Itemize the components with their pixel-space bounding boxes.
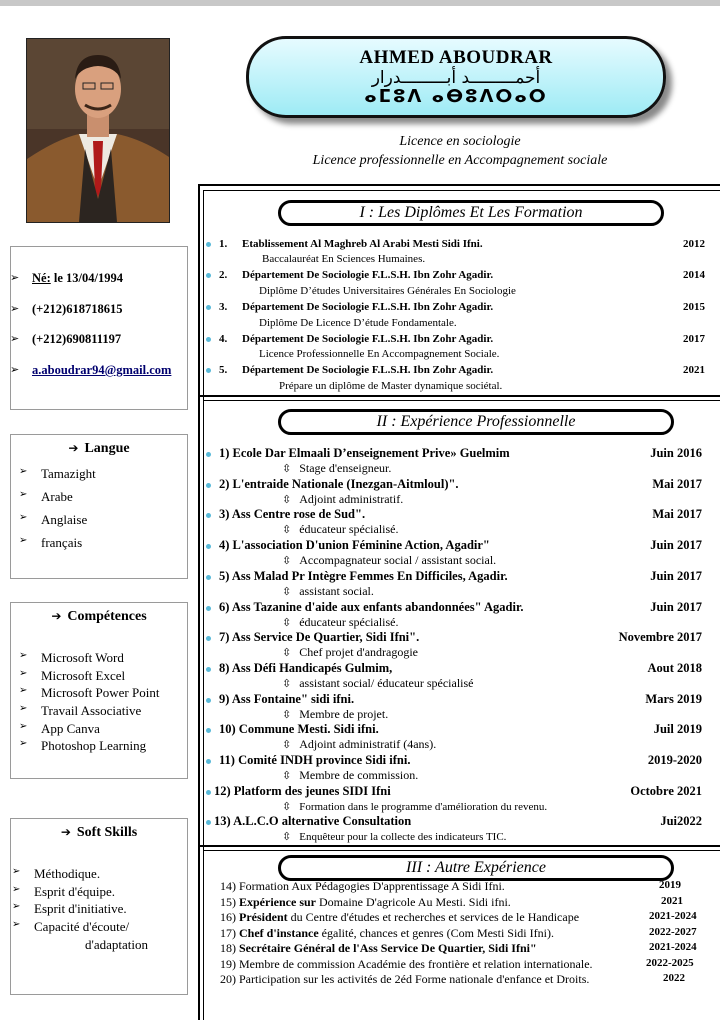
bullet-arrow-icon: ➢ [10, 302, 20, 315]
experience-role: ⇳ Membre de projet. [282, 706, 389, 721]
experience-date: Juil 2019 [653, 722, 702, 737]
experience-title: 4) L'association D'union Féminine Action, Agadir" [219, 538, 490, 553]
experience-title: 6) Ass Tazanine d'aide aux enfants abandonnées" Agadir. [219, 599, 524, 614]
divider [198, 184, 720, 186]
other-experience-item: 14) Formation Aux Pédagogies D'apprentissage A Sidi Ifni. [220, 879, 505, 893]
bullet-dot-icon [206, 368, 211, 373]
bullet-arrow-icon: ➢ [19, 668, 28, 679]
role-arrow-icon: ⇳ [282, 615, 292, 629]
role-arrow-icon: ⇳ [282, 830, 292, 844]
experience-role: ⇳ Accompagnateur social / assistant social. [282, 553, 497, 568]
frame-line [203, 190, 204, 1020]
experience-date: Juin 2017 [650, 568, 702, 583]
experience-title: 8) Ass Défi Handicapés Gulmim, [219, 660, 393, 675]
experience-date: Juin 2017 [650, 599, 702, 614]
other-experience-year: 2021 [661, 894, 683, 907]
experience-title: 11) Comité INDH province Sidi ifni. [219, 753, 411, 767]
experience-role: ⇳ Adjoint administratif (4ans). [282, 737, 437, 752]
degrees-summary [210, 132, 710, 170]
bullet-dot-icon [206, 636, 211, 641]
experience-title: 3) Ass Centre rose de Sud". [219, 507, 366, 522]
bullet-arrow-icon: ➢ [12, 919, 21, 930]
soft-skills-title: ➔ Soft Skills [60, 825, 138, 840]
bullet-arrow-icon: ➢ [19, 650, 28, 661]
bullet-dot-icon [206, 452, 211, 457]
frame-line [198, 184, 200, 1020]
bullet-dot-icon [206, 544, 211, 549]
competences-box: ➔ Compétences ➢ Microsoft Word ➢ Microsoft Excel ➢ Microsoft Power Point ➢ Travail Associative ➢ App Canva ➢ Photoshop Learning [10, 602, 188, 779]
soft-skill-continuation: d'adaptation [85, 937, 148, 952]
experience-title: 5) Ass Malad Pr Intègre Femmes En Difficiles, Agadir. [219, 568, 508, 583]
other-experience-year: 2021-2024 [649, 941, 697, 953]
other-experience-year: 2022-2027 [649, 925, 697, 938]
degree-2: Licence professionnelle en Accompagnement sociale [312, 153, 608, 168]
name-banner [246, 36, 666, 118]
experience-title: 1) Ecole Dar Elmaali D’enseignement Prive» Guelmim [219, 446, 510, 460]
profile-photo [26, 38, 170, 223]
experience-date: Juin 2016 [650, 446, 702, 460]
role-arrow-icon: ⇳ [282, 799, 292, 813]
experience-date: Mai 2017 [652, 507, 702, 522]
bullet-dot-icon [206, 606, 211, 611]
name-latin: AHMED ABOUDRAR [359, 47, 553, 68]
bullet-arrow-icon: ➢ [19, 489, 28, 500]
experience-title: 9) Ass Fontaine" sidi ifni. [219, 691, 355, 706]
experience-role: ⇳ assistant social/ éducateur spécialisé [282, 675, 474, 690]
experience-title: 12) Platform des jeunes SIDI Ifni [214, 783, 391, 798]
other-experience-year: 2022-2025 [646, 956, 694, 969]
langue-title: ➔ Langue [68, 441, 130, 456]
experience-title: 10) Commune Mesti. Sidi ifni. [219, 722, 379, 737]
experience-title: 13) A.L.C.O alternative Consultation [214, 814, 412, 829]
experience-date: Octobre 2021 [630, 783, 702, 798]
bullet-dot-icon [206, 483, 211, 488]
bullet-arrow-icon: ➢ [10, 363, 20, 376]
divider [203, 190, 720, 191]
other-experience-item: 18) Secrétaire Général de l'Ass Service De Quartier, Sidi Ifni" [220, 941, 537, 955]
other-experience-item: 15) Expérience sur Domaine D'agricole Au Mesti. Sidi ifni. [220, 894, 511, 909]
competences-title: ➔ Compétences [51, 609, 147, 624]
experience-title: 2) L'entraide Nationale (Inezgan-Aitmloul)". [219, 476, 459, 491]
bullet-dot-icon [206, 242, 211, 247]
role-arrow-icon: ⇳ [282, 584, 292, 598]
bullet-dot-icon [206, 790, 211, 795]
bullet-arrow-icon: ➢ [19, 721, 28, 732]
bullet-arrow-icon: ➢ [10, 271, 20, 284]
bullet-arrow-icon: ➢ [12, 901, 21, 912]
bullet-arrow-icon: ➢ [10, 332, 20, 345]
bullet-dot-icon [206, 273, 211, 278]
name-arabic: أحمـــــــــد أبـــــــــدرار [371, 68, 541, 88]
role-arrow-icon: ⇳ [282, 462, 292, 475]
top-border [0, 0, 720, 6]
other-experience-year: 2019 [659, 879, 681, 891]
role-arrow-icon: ⇳ [282, 646, 292, 660]
langue-box: ➔ Langue ➢ Tamazight ➢ Arabe ➢ Anglaise ➢ français [10, 434, 188, 579]
experience-date: 2019-2020 [647, 753, 702, 767]
bullet-arrow-icon: ➢ [19, 703, 28, 714]
experience-date: Mars 2019 [645, 691, 702, 706]
right-arrow-icon: ➔ [51, 609, 62, 623]
divider [203, 850, 720, 851]
bullet-dot-icon [206, 305, 211, 310]
contact-box [10, 246, 188, 410]
birth-label: Né: [32, 271, 51, 285]
name-tifinagh: ⴰⵎⵓⴷ ⴰⴱⵓⴷⵔⴰⵔ [364, 86, 548, 107]
experience-role: ⇳ Adjoint administratif. [282, 491, 404, 506]
bullet-dot-icon [206, 575, 211, 580]
experience-date: Mai 2017 [652, 476, 702, 491]
experience-role: ⇳ Stage d'enseigneur. [282, 461, 392, 475]
divider [198, 395, 720, 397]
other-experience-item: 16) Président du Centre d'études et recherches et services de le Handicape [220, 910, 580, 924]
experience-title: 7) Ass Service De Quartier, Sidi Ifni". [219, 630, 420, 645]
degree-1: Licence en sociologie [399, 134, 521, 149]
bullet-dot-icon [206, 513, 211, 518]
role-arrow-icon: ⇳ [282, 492, 292, 506]
role-arrow-icon: ⇳ [282, 707, 292, 721]
other-experience-item: 20) Participation sur les activités de 2éd Forme nationale d'enfance et Droits. [220, 972, 590, 986]
other-experience-item: 17) Chef d'instance égalité, chances et genres (Com Mesti Sidi Ifni). [220, 925, 554, 940]
experience-role: ⇳ éducateur spécialisé. [282, 522, 399, 537]
role-arrow-icon: ⇳ [282, 769, 292, 782]
email-link[interactable]: a.aboudrar94@gmail.com [32, 363, 172, 377]
experience-role: ⇳ Formation dans le programme d'amélioration du revenu. [282, 799, 548, 813]
experience-date: Juin 2017 [650, 538, 702, 553]
birth-value: le 13/04/1994 [50, 271, 123, 285]
experience-date: Novembre 2017 [618, 630, 702, 645]
bullet-dot-icon [206, 820, 211, 825]
section-title-diplomes: I : Les Diplômes Et Les Formation [278, 200, 664, 226]
experience-role: ⇳ assistant social. [282, 583, 374, 598]
bullet-arrow-icon: ➢ [19, 738, 28, 749]
right-arrow-icon: ➔ [68, 441, 79, 455]
section-title-autre-experience: III : Autre Expérience [278, 855, 674, 881]
soft-skills-box: ➔ Soft Skills ➢ Méthodique. ➢ Esprit d'équipe. ➢ Esprit d'initiative. ➢ Capacité d'écoute/ d'adaptation [10, 818, 188, 995]
bullet-dot-icon [206, 337, 211, 342]
bullet-dot-icon [206, 759, 211, 764]
bullet-arrow-icon: ➢ [19, 685, 28, 696]
experience-role: ⇳ Enquêteur pour la collecte des indicateurs TIC. [282, 830, 507, 844]
experience-role: ⇳ Chef projet d'andragogie [282, 645, 419, 660]
phone-1: (+212)618718615 [32, 302, 123, 316]
right-arrow-icon: ➔ [60, 825, 71, 839]
bullet-dot-icon [206, 667, 211, 672]
role-arrow-icon: ⇳ [282, 676, 292, 690]
experience-date: Jui2022 [660, 814, 702, 829]
experience-role: ⇳ éducateur spécialisé. [282, 614, 399, 629]
other-experience-year: 2022 [663, 972, 685, 984]
experience-date: Aout 2018 [647, 660, 702, 675]
bullet-arrow-icon: ➢ [19, 512, 28, 523]
bullet-arrow-icon: ➢ [12, 866, 21, 877]
role-arrow-icon: ⇳ [282, 554, 292, 568]
other-experience-item: 19) Membre de commission Académie des frontière et relation internationale. [220, 956, 593, 971]
role-arrow-icon: ⇳ [282, 523, 292, 537]
divider [198, 845, 720, 847]
role-arrow-icon: ⇳ [282, 738, 292, 752]
phone-2: (+212)690811197 [32, 332, 122, 346]
bullet-arrow-icon: ➢ [12, 884, 21, 895]
experience-role: ⇳ Membre de commission. [282, 768, 419, 782]
bullet-dot-icon [206, 728, 211, 733]
bullet-arrow-icon: ➢ [19, 535, 28, 546]
bullet-arrow-icon: ➢ [19, 466, 28, 477]
other-experience-year: 2021-2024 [649, 910, 697, 922]
bullet-dot-icon [206, 698, 211, 703]
section-title-experience: II : Expérience Professionnelle [278, 409, 674, 435]
divider [203, 400, 720, 401]
